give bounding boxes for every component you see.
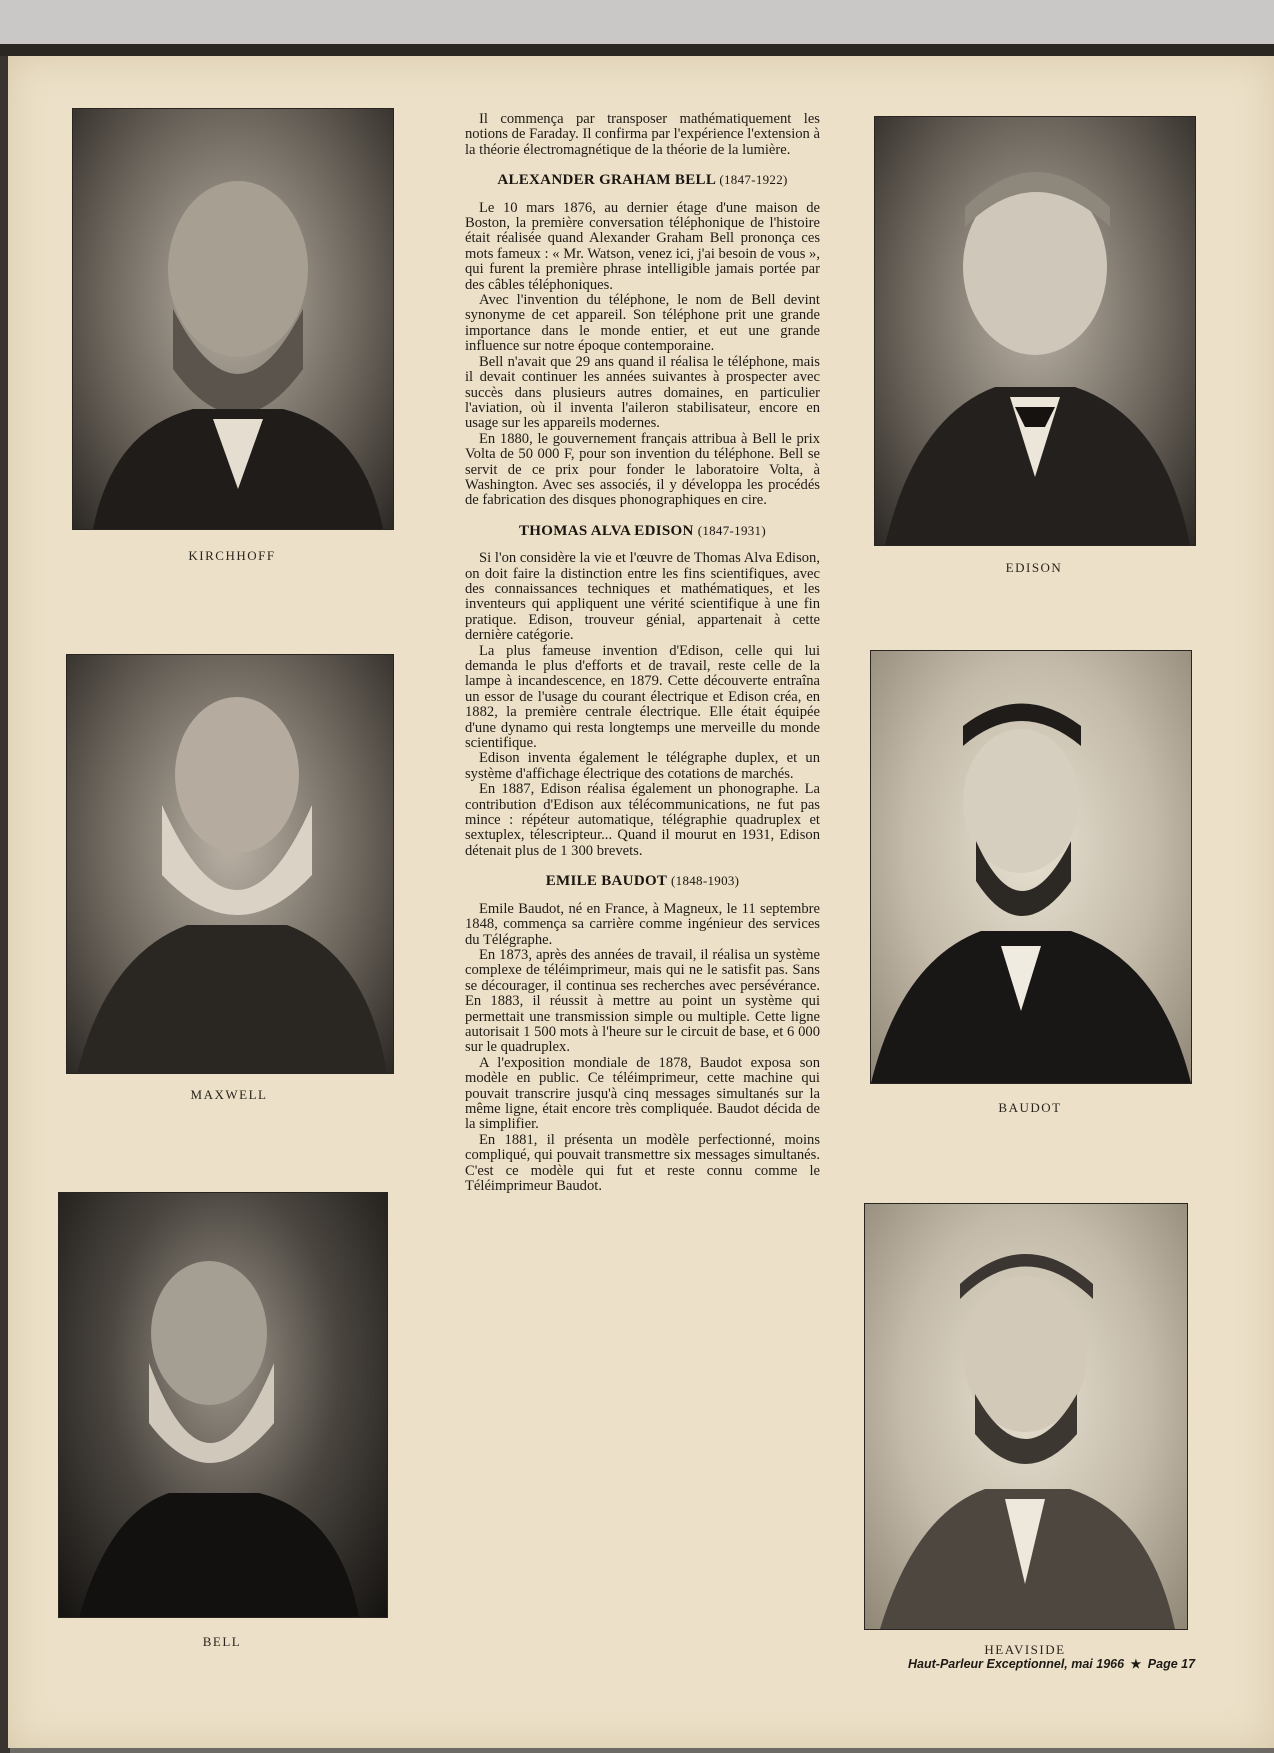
heading-name: EMILE BAUDOT	[545, 873, 667, 890]
heading-name: ALEXANDER GRAHAM BELL	[497, 172, 716, 189]
caption-bell: BELL	[202, 1634, 242, 1649]
paragraph: La plus fameuse invention d'Edison, celle qui lui demanda le plus d'efforts et de travail, reste celle de la lampe à incandescence, en 1879. Cette découverte entraîna un essor de l'usage du courant électrique et Edison créa, en 1882, la première centrale électrique. Elle était équipée d'une dynamo qui resta longtemps une merveille du monde scientifique.	[465, 642, 820, 752]
publication-name: Haut-Parleur Exceptionnel, mai 1966	[908, 1657, 1125, 1671]
caption-edison: EDISON	[1005, 560, 1063, 575]
heading-years: (1847-1922)	[719, 172, 788, 188]
portrait-bell	[58, 1192, 388, 1618]
section-heading-edison	[465, 523, 820, 539]
portrait-heaviside	[864, 1203, 1188, 1630]
paragraph: A l'exposition mondiale de 1878, Baudot exposa son modèle en public. Ce téléimprimeur, cette machine qui pouvait transcrire jusqu'à cinq messages simultanés sur la même ligne, était encore très compliquée. Baudot décida de la simplifier.	[465, 1054, 820, 1133]
portrait-edison	[874, 116, 1196, 546]
section-heading-baudot	[465, 873, 820, 889]
paragraph: En 1873, après des années de travail, il réalisa un système complexe de téléimprimeur, mais qui ne le satisfit pas. Sans se décourager, il continua ses recherches avec persévérance. En 1883, il réussit à mettre au point un système qui permettait une transmission simple ou multiple. Cette ligne autorisait 1 500 mots à l'heure sur le circuit de base, et 6 000 sur le quadruplex.	[465, 946, 820, 1056]
scan-background-top	[0, 0, 1274, 44]
caption-maxwell: MAXWELL	[190, 1087, 268, 1102]
paragraph: Avec l'invention du téléphone, le nom de Bell devint synonyme de cet appareil. Son téléphone prit une grande importance dans le monde entier, et eut une grande influence sur notre époque contemporaine.	[465, 292, 820, 355]
caption-baudot: BAUDOT	[998, 1100, 1062, 1115]
paragraph: Si l'on considère la vie et l'œuvre de Thomas Alva Edison, on doit faire la distinction entre les fins scientifiques, avec des connaissances techniques et mathématiques, et les inventeurs qui appliquent une vérité scientifique à une fin pratique. Edison, trouveur génial, appartenait à cette dernière catégorie.	[465, 550, 820, 644]
section-heading-bell	[465, 172, 820, 188]
page-footer	[908, 1657, 1208, 1671]
paragraph: En 1887, Edison réalisa également un phonographe. La contribution d'Edison aux télécommunications, ne fut pas mince : répéteur automatique, télégraphie quadruplex et sextuplex, télescripteur... Quand il mourut en 1931, Edison détenait plus de 1 300 brevets.	[465, 781, 820, 859]
portrait-baudot	[870, 650, 1192, 1084]
caption-heaviside: HEAVISIDE	[984, 1642, 1066, 1657]
paragraph: En 1880, le gouvernement français attribua à Bell le prix Volta de 50 000 F, pour son invention du téléphone. Bell se servit de ce prix pour fonder le laboratoire Volta, à Washington. Avec ses associés, il y développa les procédés de fabrication des disques phonographiques en cire.	[465, 430, 820, 509]
article-column	[465, 112, 820, 1194]
paragraph: Emile Baudot, né en France, à Magneux, le 11 septembre 1848, commença sa carrière comme ingénieur des services du Télégraphe.	[465, 900, 820, 948]
page-number: Page 17	[1147, 1657, 1196, 1671]
scan-shadow-band	[0, 44, 1274, 56]
intro-paragraph: Il commença par transposer mathématiquement les notions de Faraday. Il confirma par l'expérience l'extension à la théorie électromagnétique de la théorie de la lumière.	[465, 111, 820, 158]
paragraph: En 1881, il présenta un modèle perfectionné, moins compliqué, qui pouvait transmettre six messages simultanés. C'est ce modèle qui fut et reste connu comme le Téléimprimeur Baudot.	[465, 1131, 820, 1194]
caption-kirchhoff: KIRCHHOFF	[188, 548, 276, 563]
heading-years: (1847-1931)	[697, 522, 766, 538]
heading-name: THOMAS ALVA EDISON	[519, 522, 694, 539]
star-icon: ★	[1130, 1657, 1142, 1671]
paragraph: Le 10 mars 1876, au dernier étage d'une maison de Boston, la première conversation téléphonique de l'histoire était réalisée quand Alexander Graham Bell prononça ces mots fameux : « Mr. Watson, venez ici, j'ai besoin de vous », qui furent la première phrase intelligible jamais portée par des câbles téléphoniques.	[465, 199, 820, 293]
paragraph: Edison inventa également le télégraphe duplex, et un système d'affichage électrique des cotations de marchés.	[465, 750, 820, 782]
portrait-maxwell	[66, 654, 394, 1074]
paragraph: Bell n'avait que 29 ans quand il réalisa le téléphone, mais il devait continuer les années suivantes à prospecter avec succès dans plusieurs autres domaines, en particulier l'aviation, où il inventa l'aileron stabilisateur, encore en usage sur les appareils modernes.	[465, 353, 820, 432]
portrait-kirchhoff	[72, 108, 394, 530]
heading-years: (1848-1903)	[671, 873, 740, 889]
